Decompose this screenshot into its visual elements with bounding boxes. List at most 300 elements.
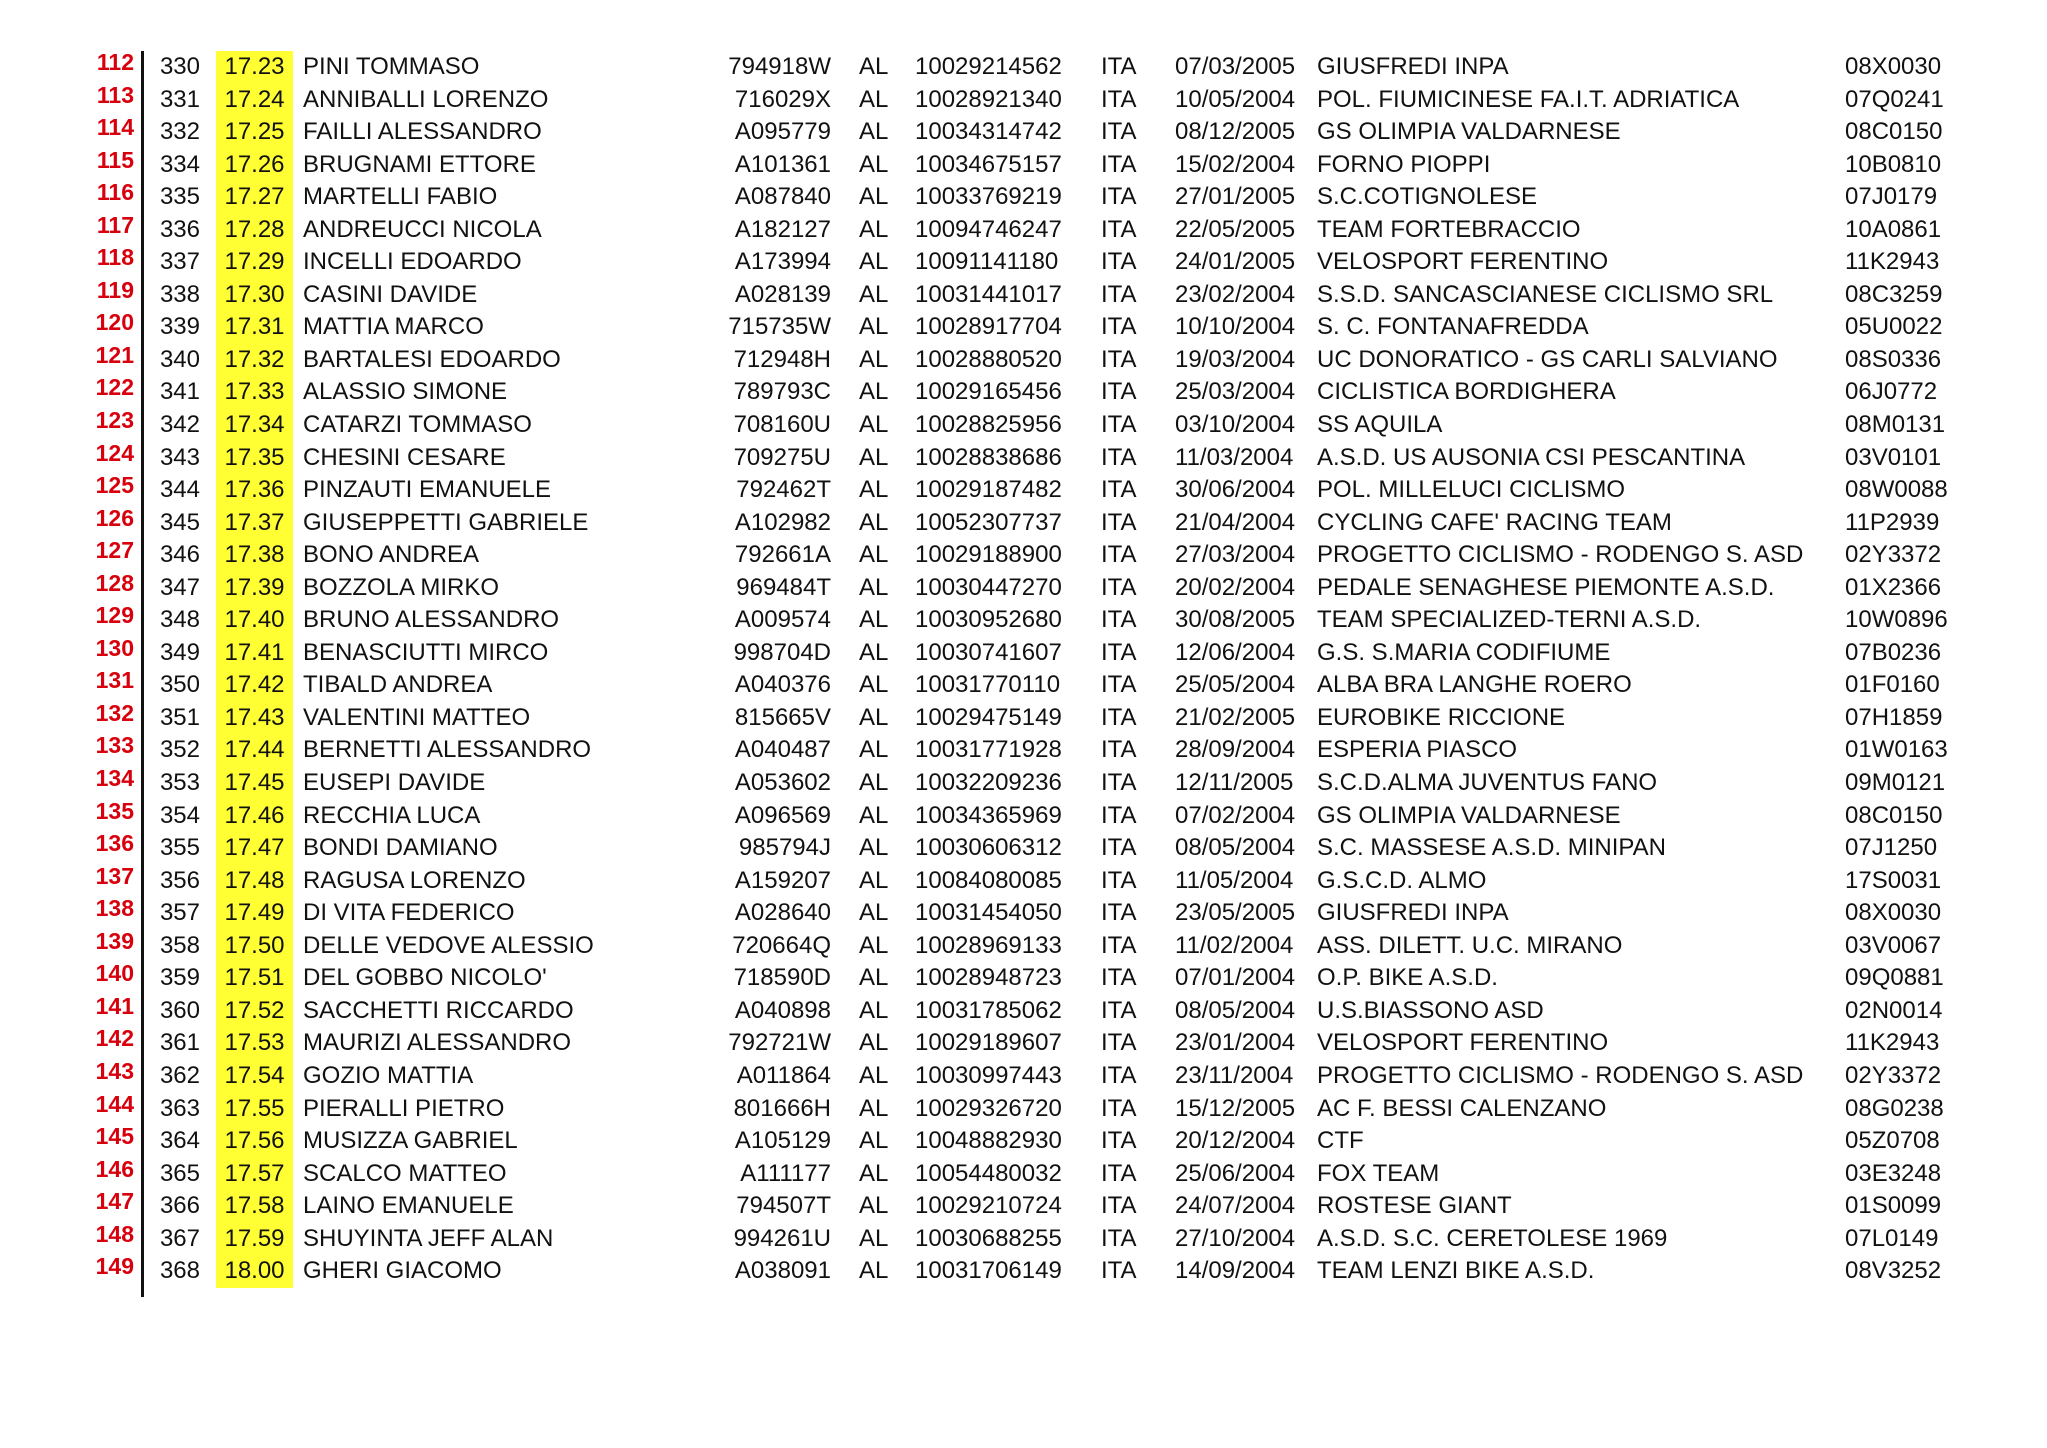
position-number: 131 <box>95 667 134 694</box>
position-number: 113 <box>96 81 134 108</box>
bib-number: 341 <box>159 378 200 406</box>
category: AL <box>859 345 889 373</box>
team-code: 03V0067 <box>1845 931 1942 959</box>
birth-date: 08/05/2004 <box>1175 996 1296 1024</box>
birth-date: 30/08/2005 <box>1175 606 1296 634</box>
category: AL <box>859 964 889 992</box>
table-row <box>0 211 2047 247</box>
table-row <box>0 962 2047 995</box>
rider-name: BOZZOLA MIRKO <box>303 573 500 601</box>
start-time: 17.46 <box>216 800 293 833</box>
category: AL <box>859 118 889 146</box>
rider-name: MAURIZI ALESSANDRO <box>303 1029 572 1057</box>
start-time: 17.49 <box>216 897 293 930</box>
nationality: ITA <box>1101 899 1137 927</box>
category: AL <box>859 1257 889 1285</box>
uci-id: 10031770110 <box>915 671 1061 699</box>
bib-number: 347 <box>159 573 200 601</box>
nationality: ITA <box>1101 345 1137 373</box>
rider-name: PINZAUTI EMANUELE <box>303 476 552 504</box>
table-row <box>0 1255 2047 1288</box>
category: AL <box>859 1029 889 1057</box>
category: AL <box>859 378 889 406</box>
table-row <box>0 439 2047 475</box>
birth-date: 20/02/2004 <box>1175 573 1296 601</box>
team-code: 08G0238 <box>1845 1094 1944 1122</box>
position-number: 135 <box>95 797 134 824</box>
nationality: ITA <box>1101 834 1137 862</box>
position-number: 122 <box>95 374 134 401</box>
team-code: 01X2366 <box>1845 573 1942 601</box>
bib-number: 367 <box>159 1224 200 1252</box>
start-time: 17.33 <box>216 376 293 409</box>
team-name: A.S.D. S.C. CERETOLESE 1969 <box>1317 1224 1668 1252</box>
team-name: SS AQUILA <box>1317 411 1443 439</box>
uci-id: 10029187482 <box>915 476 1062 504</box>
start-time: 17.24 <box>216 84 293 117</box>
bib-number: 346 <box>159 541 200 569</box>
nationality: ITA <box>1101 1159 1137 1187</box>
start-time: 17.45 <box>216 767 293 800</box>
nationality: ITA <box>1101 606 1137 634</box>
start-time: 17.47 <box>216 832 293 865</box>
team-name: A.S.D. US AUSONIA CSI PESCANTINA <box>1317 443 1746 471</box>
rider-code: 708160U <box>733 411 831 439</box>
start-time: 17.41 <box>216 637 293 670</box>
birth-date: 21/02/2005 <box>1175 703 1296 731</box>
category: AL <box>859 476 889 504</box>
rider-name: RAGUSA LORENZO <box>303 866 526 894</box>
start-time: 17.53 <box>216 1027 293 1060</box>
rider-name: EUSEPI DAVIDE <box>303 769 486 797</box>
nationality: ITA <box>1101 769 1137 797</box>
team-name: ROSTESE GIANT <box>1317 1192 1512 1220</box>
birth-date: 20/12/2004 <box>1175 1127 1296 1155</box>
team-code: 08X0030 <box>1845 899 1942 927</box>
table-row <box>0 927 2047 963</box>
team-name: ALBA BRA LANGHE ROERO <box>1317 671 1632 699</box>
rider-name: BERNETTI ALESSANDRO <box>303 736 592 764</box>
nationality: ITA <box>1101 1127 1137 1155</box>
rider-code: 718590D <box>733 964 831 992</box>
rider-name: BENASCIUTTI MIRCO <box>303 638 549 666</box>
uci-id: 10048882930 <box>915 1127 1062 1155</box>
uci-id: 10028921340 <box>915 85 1062 113</box>
nationality: ITA <box>1101 53 1137 80</box>
position-number: 126 <box>95 504 134 531</box>
uci-id: 10028838686 <box>915 443 1062 471</box>
team-code: 02Y3372 <box>1845 541 1942 569</box>
birth-date: 10/10/2004 <box>1175 313 1296 341</box>
rider-name: BRUNO ALESSANDRO <box>303 606 560 634</box>
start-time: 18.00 <box>216 1255 293 1288</box>
table-row <box>0 1220 2047 1256</box>
birth-date: 08/05/2004 <box>1175 834 1296 862</box>
team-code: 01S0099 <box>1845 1192 1942 1220</box>
team-code: 08X0030 <box>1845 53 1942 80</box>
category: AL <box>859 736 889 764</box>
rider-code: A040487 <box>734 736 831 764</box>
bib-number: 332 <box>159 118 200 146</box>
uci-id: 10034675157 <box>915 150 1062 178</box>
nationality: ITA <box>1101 866 1137 894</box>
nationality: ITA <box>1101 215 1137 243</box>
nationality: ITA <box>1101 443 1137 471</box>
rider-name: BARTALESI EDOARDO <box>303 345 561 373</box>
team-name: POL. FIUMICINESE FA.I.T. ADRIATICA <box>1317 85 1740 113</box>
birth-date: 22/05/2005 <box>1175 215 1296 243</box>
category: AL <box>859 443 889 471</box>
rider-code: A105129 <box>734 1127 831 1155</box>
team-name: FORNO PIOPPI <box>1317 150 1491 178</box>
team-name: U.S.BIASSONO ASD <box>1317 996 1544 1024</box>
table-row <box>0 1125 2047 1158</box>
bib-number: 334 <box>159 150 200 178</box>
uci-id: 10028825956 <box>915 411 1062 439</box>
team-code: 08W0088 <box>1845 476 1948 504</box>
uci-id: 10029165456 <box>915 378 1062 406</box>
nationality: ITA <box>1101 1192 1137 1220</box>
uci-id: 10034314742 <box>915 118 1062 146</box>
rider-code: 792721W <box>728 1029 831 1057</box>
birth-date: 28/09/2004 <box>1175 736 1296 764</box>
uci-id: 10028880520 <box>915 345 1062 373</box>
birth-date: 12/11/2005 <box>1175 769 1294 797</box>
birth-date: 27/10/2004 <box>1175 1224 1296 1252</box>
team-code: 09Q0881 <box>1845 964 1944 992</box>
start-list-table <box>0 51 2047 1288</box>
start-time: 17.40 <box>216 604 293 637</box>
position-number: 136 <box>95 830 134 857</box>
team-code: 09M0121 <box>1845 769 1946 797</box>
birth-date: 03/10/2004 <box>1175 411 1296 439</box>
start-time: 17.27 <box>216 181 293 214</box>
birth-date: 27/03/2004 <box>1175 541 1296 569</box>
bib-number: 330 <box>159 53 200 80</box>
nationality: ITA <box>1101 183 1137 211</box>
birth-date: 25/03/2004 <box>1175 378 1296 406</box>
rider-code: 716029X <box>734 85 831 113</box>
category: AL <box>859 1159 889 1187</box>
rider-code: 715735W <box>728 313 831 341</box>
team-name: TEAM SPECIALIZED-TERNI A.S.D. <box>1317 606 1702 634</box>
bib-number: 358 <box>159 931 200 959</box>
rider-code: A102982 <box>734 508 831 536</box>
start-time: 17.59 <box>216 1223 293 1256</box>
table-row <box>0 81 2047 117</box>
table-row <box>0 539 2047 572</box>
birth-date: 15/02/2004 <box>1175 150 1296 178</box>
nationality: ITA <box>1101 996 1137 1024</box>
start-time: 17.26 <box>216 149 293 182</box>
uci-id: 10029189607 <box>915 1029 1062 1057</box>
category: AL <box>859 183 889 211</box>
rider-code: A028139 <box>734 280 831 308</box>
bib-number: 335 <box>159 183 200 211</box>
start-time: 17.23 <box>216 51 293 84</box>
rider-name: ANDREUCCI NICOLA <box>303 215 542 243</box>
bib-number: 350 <box>159 671 200 699</box>
table-row <box>0 504 2047 540</box>
table-row <box>0 767 2047 800</box>
bib-number: 354 <box>159 801 200 829</box>
bib-number: 336 <box>159 215 200 243</box>
position-number: 147 <box>95 1188 134 1215</box>
start-time: 17.38 <box>216 539 293 572</box>
team-code: 10A0861 <box>1845 215 1942 243</box>
bib-number: 365 <box>159 1159 200 1187</box>
table-row <box>0 669 2047 702</box>
category: AL <box>859 150 889 178</box>
start-time: 17.51 <box>216 962 293 995</box>
team-name: GS OLIMPIA VALDARNESE <box>1317 801 1621 829</box>
rider-code: A159207 <box>734 866 831 894</box>
rider-code: A038091 <box>734 1257 831 1285</box>
position-number: 144 <box>95 1090 134 1117</box>
uci-id: 10029210724 <box>915 1192 1062 1220</box>
table-row <box>0 341 2047 377</box>
start-time: 17.30 <box>216 279 293 312</box>
uci-id: 10054480032 <box>915 1159 1062 1187</box>
rider-name: SHUYINTA JEFF ALAN <box>303 1224 554 1252</box>
team-name: O.P. BIKE A.S.D. <box>1317 964 1498 992</box>
rider-code: A173994 <box>734 248 831 276</box>
table-row <box>0 474 2047 507</box>
bib-number: 351 <box>159 703 200 731</box>
team-code: 03E3248 <box>1845 1159 1942 1187</box>
rider-name: DI VITA FEDERICO <box>303 899 515 927</box>
birth-date: 25/06/2004 <box>1175 1159 1296 1187</box>
table-row <box>0 276 2047 312</box>
position-number: 112 <box>96 49 134 75</box>
team-code: 05Z0708 <box>1845 1127 1940 1155</box>
category: AL <box>859 53 889 80</box>
position-number: 115 <box>96 146 134 173</box>
position-number: 128 <box>95 569 134 596</box>
start-time: 17.25 <box>216 116 293 149</box>
team-code: 08C3259 <box>1845 280 1943 308</box>
bib-number: 352 <box>159 736 200 764</box>
rider-code: 720664Q <box>732 931 831 959</box>
team-name: GIUSFREDI INPA <box>1317 899 1509 927</box>
rider-name: ALASSIO SIMONE <box>303 378 508 406</box>
bib-number: 356 <box>159 866 200 894</box>
birth-date: 25/05/2004 <box>1175 671 1296 699</box>
rider-code: A053602 <box>734 769 831 797</box>
table-row <box>0 376 2047 409</box>
table-row <box>0 1057 2047 1093</box>
birth-date: 07/03/2005 <box>1175 53 1296 80</box>
category: AL <box>859 638 889 666</box>
bib-number: 348 <box>159 606 200 634</box>
rider-code: 985794J <box>738 834 831 862</box>
nationality: ITA <box>1101 736 1137 764</box>
rider-name: TIBALD ANDREA <box>303 671 493 699</box>
start-time: 17.56 <box>216 1125 293 1158</box>
position-number: 146 <box>95 1155 134 1182</box>
start-time: 17.42 <box>216 669 293 702</box>
team-code: 01F0160 <box>1845 671 1940 699</box>
team-name: S.C.COTIGNOLESE <box>1317 183 1538 211</box>
birth-date: 21/04/2004 <box>1175 508 1296 536</box>
position-number: 129 <box>95 602 134 629</box>
table-row <box>0 181 2047 214</box>
bib-number: 342 <box>159 411 200 439</box>
bib-number: 339 <box>159 313 200 341</box>
rider-code: 998704D <box>733 638 831 666</box>
position-number: 138 <box>95 895 134 922</box>
nationality: ITA <box>1101 1224 1137 1252</box>
position-number: 137 <box>95 862 134 889</box>
team-code: 06J0772 <box>1845 378 1938 406</box>
team-code: 17S0031 <box>1845 866 1942 894</box>
team-name: TEAM LENZI BIKE A.S.D. <box>1317 1257 1595 1285</box>
team-name: GIUSFREDI INPA <box>1317 53 1509 80</box>
rider-code: 794918W <box>728 53 831 80</box>
nationality: ITA <box>1101 313 1137 341</box>
bib-number: 349 <box>159 638 200 666</box>
team-name: S. C. FONTANAFREDDA <box>1317 313 1589 341</box>
uci-id: 10030997443 <box>915 1061 1062 1089</box>
rider-name: MATTIA MARCO <box>303 313 484 341</box>
birth-date: 07/01/2004 <box>1175 964 1296 992</box>
rider-code: A028640 <box>734 899 831 927</box>
birth-date: 11/05/2004 <box>1175 866 1294 894</box>
nationality: ITA <box>1101 118 1137 146</box>
team-code: 11P2939 <box>1845 508 1940 536</box>
team-name: ESPERIA PIASCO <box>1317 736 1518 764</box>
table-row <box>0 1155 2047 1191</box>
start-time: 17.31 <box>216 311 293 344</box>
bib-number: 343 <box>159 443 200 471</box>
category: AL <box>859 769 889 797</box>
team-code: 02N0014 <box>1845 996 1943 1024</box>
birth-date: 24/01/2005 <box>1175 248 1296 276</box>
uci-id: 10030741607 <box>915 638 1062 666</box>
rider-code: A096569 <box>734 801 831 829</box>
uci-id: 10031454050 <box>915 899 1062 927</box>
rider-name: PINI TOMMASO <box>303 53 480 80</box>
position-number: 123 <box>95 407 134 434</box>
rider-code: A040376 <box>734 671 831 699</box>
birth-date: 23/01/2004 <box>1175 1029 1296 1057</box>
team-code: 07H1859 <box>1845 703 1943 731</box>
team-name: S.C. MASSESE A.S.D. MINIPAN <box>1317 834 1666 862</box>
team-name: CTF <box>1317 1127 1364 1155</box>
rider-code: 789793C <box>733 378 831 406</box>
table-row <box>0 246 2047 279</box>
rider-code: 994261U <box>733 1224 831 1252</box>
start-time: 17.55 <box>216 1093 293 1126</box>
rider-code: 792661A <box>734 541 831 569</box>
team-code: 08M0131 <box>1845 411 1946 439</box>
birth-date: 30/06/2004 <box>1175 476 1296 504</box>
uci-id: 10029475149 <box>915 703 1062 731</box>
birth-date: 08/12/2005 <box>1175 118 1296 146</box>
bib-number: 340 <box>159 345 200 373</box>
table-row <box>0 569 2047 605</box>
position-number: 118 <box>96 244 134 271</box>
uci-id: 10029188900 <box>915 541 1062 569</box>
uci-id: 10028917704 <box>915 313 1062 341</box>
table-row <box>0 409 2047 442</box>
table-row <box>0 634 2047 670</box>
category: AL <box>859 1094 889 1122</box>
team-code: 07J0179 <box>1845 183 1938 211</box>
table-row <box>0 1090 2047 1126</box>
category: AL <box>859 866 889 894</box>
team-name: PROGETTO CICLISMO - RODENGO S. ASD <box>1317 1061 1804 1089</box>
rider-code: A009574 <box>734 606 831 634</box>
nationality: ITA <box>1101 508 1137 536</box>
rider-name: INCELLI EDOARDO <box>303 248 522 276</box>
birth-date: 11/03/2004 <box>1175 443 1294 471</box>
start-time: 17.28 <box>216 214 293 247</box>
rider-name: VALENTINI MATTEO <box>303 703 531 731</box>
position-number: 124 <box>95 439 134 466</box>
uci-id: 10030952680 <box>915 606 1062 634</box>
team-name: S.S.D. SANCASCIANESE CICLISMO SRL <box>1317 280 1774 308</box>
position-number: 116 <box>96 179 134 206</box>
table-row <box>0 604 2047 637</box>
nationality: ITA <box>1101 411 1137 439</box>
position-number: 117 <box>96 211 134 238</box>
uci-id: 10029214562 <box>915 53 1062 80</box>
birth-date: 10/05/2004 <box>1175 85 1296 113</box>
birth-date: 27/01/2005 <box>1175 183 1296 211</box>
category: AL <box>859 931 889 959</box>
team-name: TEAM FORTEBRACCIO <box>1317 215 1581 243</box>
team-name: VELOSPORT FERENTINO <box>1317 1029 1609 1057</box>
team-code: 07Q0241 <box>1845 85 1944 113</box>
table-row <box>0 699 2047 735</box>
rider-name: GHERI GIACOMO <box>303 1257 502 1285</box>
nationality: ITA <box>1101 931 1137 959</box>
uci-id: 10030447270 <box>915 573 1062 601</box>
category: AL <box>859 801 889 829</box>
position-number: 114 <box>96 114 134 141</box>
nationality: ITA <box>1101 703 1137 731</box>
rider-code: 792462T <box>736 476 831 504</box>
rider-name: BRUGNAMI ETTORE <box>303 150 536 178</box>
nationality: ITA <box>1101 1094 1137 1122</box>
table-row <box>0 797 2047 833</box>
start-time: 17.39 <box>216 572 293 605</box>
position-number: 134 <box>95 765 134 792</box>
category: AL <box>859 996 889 1024</box>
bib-number: 353 <box>159 769 200 797</box>
rider-code: 969484T <box>736 573 831 601</box>
uci-id: 10029326720 <box>915 1094 1062 1122</box>
team-code: 01W0163 <box>1845 736 1948 764</box>
table-row <box>0 51 2047 84</box>
birth-date: 07/02/2004 <box>1175 801 1296 829</box>
bib-number: 359 <box>159 964 200 992</box>
team-code: 08C0150 <box>1845 801 1943 829</box>
category: AL <box>859 573 889 601</box>
category: AL <box>859 85 889 113</box>
rider-name: GOZIO MATTIA <box>303 1061 474 1089</box>
uci-id: 10094746247 <box>915 215 1062 243</box>
team-name: G.S. S.MARIA CODIFIUME <box>1317 638 1611 666</box>
team-code: 05U0022 <box>1845 313 1943 341</box>
start-time: 17.48 <box>216 865 293 898</box>
category: AL <box>859 899 889 927</box>
start-time: 17.37 <box>216 507 293 540</box>
table-row <box>0 897 2047 930</box>
birth-date: 15/12/2005 <box>1175 1094 1296 1122</box>
bib-number: 337 <box>159 248 200 276</box>
